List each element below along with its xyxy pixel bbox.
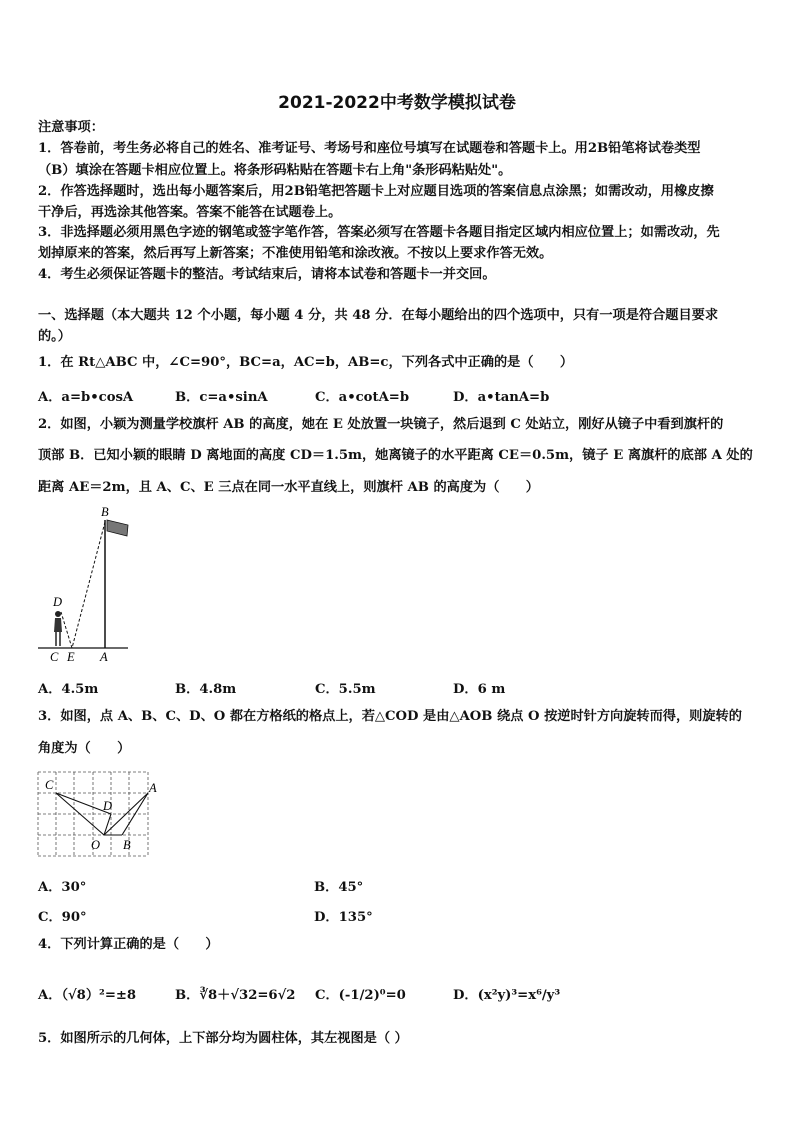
q2-option-b: B．4.8m: [175, 682, 237, 697]
q3-option-d: D．135°: [314, 910, 373, 925]
flag: [107, 520, 128, 536]
notice-line-6: 划掉原来的答案，然后再写上新答案；不准使用铅笔和涂改液。不按以上要求作答无效。: [38, 246, 553, 261]
notice-line-1: 1．答卷前，考生务必将自己的姓名、准考证号、考场号和座位号填写在试题卷和答题卡上。用2B铅笔将试卷类型: [38, 141, 701, 156]
q3-option-c: C．90°: [38, 910, 87, 925]
notice-line-7: 4．考生必须保证答题卡的整洁。考试结束后，请将本试卷和答题卡一并交回。: [38, 267, 496, 282]
q1-option-d: D．a•tanA=b: [453, 390, 550, 405]
page-title: 2021-2022中考数学模拟试卷: [278, 93, 516, 113]
q1-option-b: B．c=a•sinA: [175, 390, 268, 405]
light-ray-b-e: [72, 522, 105, 648]
q1-option-c: C．a•cotA=b: [315, 390, 410, 405]
q4-option-a: A．（√8）²=±8: [38, 988, 137, 1003]
label-b: B: [101, 505, 109, 519]
q3-stem-line-1: 3．如图，点 A、B、C、D、O 都在方格纸的格点上，若△COD 是由△AOB 绕点 O 按逆时针方向旋转而得，则旋转的: [38, 709, 742, 724]
q4-stem: 4．下列计算正确的是（ ）: [38, 937, 219, 952]
q3-option-a: A．30°: [38, 880, 87, 895]
section-heading-line-1: 一、选择题（本大题共 12 个小题，每小题 4 分，共 48 分．在每小题给出的四个选项中，只有一项是符合题目要求: [38, 308, 719, 323]
q2-stem-line-1: 2．如图，小颖为测量学校旗杆 AB 的高度，她在 E 处放置一块镜子，然后退到 C 处站立，刚好从镜子中看到旗杆的: [38, 417, 724, 432]
label-b: B: [123, 838, 131, 852]
girl-icon: [54, 611, 62, 646]
notice-line-5: 3．非选择题必须用黑色字迹的钢笔或签字笔作答，答案必须写在答题卡各题目指定区域内相应位置上；如需改动，先: [38, 225, 720, 240]
section-heading-line-2: 的。）: [38, 329, 71, 344]
q1-stem: 1．在 Rt△ABC 中，∠C=90°，BC=a，AC=b，AB=c，下列各式中正确的是（ ）: [38, 355, 574, 370]
label-d: D: [53, 595, 63, 609]
notice-line-3: 2．作答选择题时，选出每小题答案后，用2B铅笔把答题卡上对应题目选项的答案信息点涂黑；如需改动，用橡皮擦: [38, 184, 714, 199]
q3-stem-line-2: 角度为（ ）: [38, 741, 131, 756]
q3-option-b: B．45°: [314, 880, 364, 895]
notice-heading: 注意事项：: [38, 120, 104, 135]
q2-stem-line-3: 距离 AE＝2m，且 A、C、E 三点在同一水平直线上，则旗杆 AB 的高度为（ ）: [38, 480, 539, 495]
q4-option-b: B．∛8＋√32=6√2: [175, 988, 296, 1003]
label-c: C: [45, 778, 54, 792]
label-a: A: [100, 650, 108, 664]
q1-option-a: A．a=b•cosA: [38, 390, 134, 405]
q5-stem: 5．如图所示的几何体，上下部分均为圆柱体，其左视图是（ ）: [38, 1031, 408, 1046]
q2-option-d: D．6 m: [453, 682, 506, 697]
q2-option-c: C．5.5m: [315, 682, 376, 697]
label-e: E: [67, 650, 75, 664]
light-ray-e-d: [61, 612, 72, 648]
q2-option-a: A．4.5m: [38, 682, 99, 697]
q4-option-c: C．(-1/2)⁰=0: [315, 988, 406, 1003]
label-o: O: [91, 838, 101, 852]
q2-flagpole-figure: [30, 500, 140, 666]
label-d: D: [103, 799, 113, 813]
q4-option-d: D．(x²y)³=x⁶/y³: [453, 988, 561, 1003]
notice-line-4: 干净后，再选涂其他答案。答案不能答在试题卷上。: [38, 205, 342, 220]
q3-grid-figure: [36, 770, 160, 862]
label-c: C: [50, 650, 59, 664]
notice-line-2: （B）填涂在答题卡相应位置上。将条形码粘贴在答题卡右上角"条形码粘贴处"。: [38, 163, 512, 178]
q2-stem-line-2: 顶部 B．已知小颖的眼睛 D 离地面的高度 CD＝1.5m，她离镜子的水平距离 CE＝0.5m，镜子 E 离旗杆的底部 A 处的: [38, 448, 753, 463]
label-a: A: [149, 781, 157, 795]
